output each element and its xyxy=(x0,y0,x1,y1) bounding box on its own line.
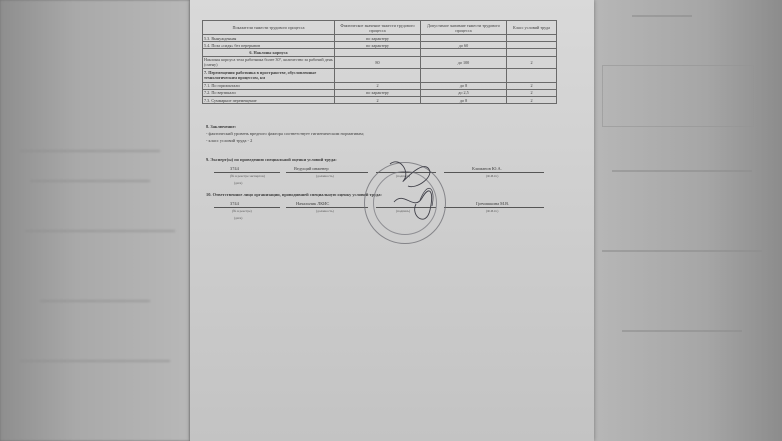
table-cell: 80 xyxy=(335,56,421,68)
document-page xyxy=(190,0,594,441)
caption-position: (должность) xyxy=(316,209,334,213)
table-cell: 5.4. Поза «сидя» без перерывов xyxy=(203,42,335,49)
table-cell: 2 xyxy=(507,82,557,89)
table-cell xyxy=(335,68,421,82)
table-cell xyxy=(421,35,507,42)
header-actual: Фактическое значение тяжести трудового процесса xyxy=(335,21,421,35)
responsible-name: Гречишкина М.В. xyxy=(476,201,510,206)
caption-number: (№ в реестре) xyxy=(232,209,252,213)
table-cell: 7.1. По горизонтали xyxy=(203,82,335,89)
table-row xyxy=(203,42,557,49)
caption-date: (дата) xyxy=(234,216,243,220)
caption-name: (Ф.И.О.) xyxy=(486,174,499,178)
table-cell: до 8 xyxy=(421,96,507,103)
table-cell: Наклоны корпуса тела работника более 30°, количество за рабочий день (смену) xyxy=(204,57,333,68)
expert-position: Ведущий инженер xyxy=(294,166,329,171)
table-cell: 2 xyxy=(507,96,557,103)
table-cell: по характеру xyxy=(335,89,421,96)
expert-name: Климанов Ю.А. xyxy=(472,166,502,171)
table-row xyxy=(203,56,557,68)
responsible-position: Начальник ЛКИС xyxy=(296,201,330,206)
table-cell xyxy=(507,35,557,42)
table-cell: 2 xyxy=(335,96,421,103)
table-cell: по характеру xyxy=(335,35,421,42)
header-allowed: Допустимое значение тяжести трудового процесса xyxy=(421,21,507,35)
responsible-number: 3744 xyxy=(230,201,239,206)
blurred-background-right xyxy=(592,0,782,441)
table-cell: 7.3. Суммарное перемещение xyxy=(203,96,335,103)
work-severity-table xyxy=(202,20,557,104)
table-cell: до 100 xyxy=(421,56,507,68)
table-cell: до 60 xyxy=(421,42,507,49)
caption-sign: (подпись) xyxy=(396,174,411,178)
table-cell: 2 xyxy=(507,56,557,68)
table-row xyxy=(203,89,557,96)
header-indicator: Показатели тяжести трудового процесса xyxy=(203,21,335,35)
section-title: 6. Наклоны корпуса xyxy=(203,49,335,56)
table-cell: 7.2. По вертикали xyxy=(203,89,335,96)
caption-date: (дата) xyxy=(234,181,243,185)
conclusion-heading: 8. Заключение: xyxy=(206,124,236,129)
table-header-row xyxy=(203,21,557,35)
expert-number: 3744 xyxy=(230,166,239,171)
table-row xyxy=(203,68,557,82)
caption-position: (должность) xyxy=(316,174,334,178)
conclusion-line-2: - класс условий труда - 2 xyxy=(206,138,253,143)
table-cell: 5.3. Вынужденная xyxy=(203,35,335,42)
table-cell xyxy=(507,68,557,82)
responsible-heading: 10. Ответственное лицо организации, проводившей специальную оценку условий труда: xyxy=(206,192,382,197)
table-cell xyxy=(421,68,507,82)
table-cell: 2 xyxy=(507,89,557,96)
table-cell xyxy=(507,42,557,49)
conclusion-line-1: - фактический уровень вредного фактора соответствует гигиеническим нормативам; xyxy=(206,131,365,136)
table-cell: до 8 xyxy=(421,82,507,89)
header-class: Класс условий труда xyxy=(507,21,557,35)
table-cell: 7. Перемещения работника в пространстве, обусловленные технологическим процессом, км xyxy=(203,68,335,82)
table-cell: 2 xyxy=(335,82,421,89)
table-row xyxy=(203,82,557,89)
table-row xyxy=(203,35,557,42)
caption-number: (№ в реестре экспертов) xyxy=(230,174,265,178)
blurred-background-left xyxy=(0,0,190,441)
handwritten-signature xyxy=(370,150,460,230)
experts-heading: 9. Эксперт(ы) по проведению специальной оценки условий труда: xyxy=(206,157,337,162)
table-row xyxy=(203,96,557,103)
table-section-row xyxy=(203,49,557,56)
caption-sign: (подпись) xyxy=(396,209,411,213)
caption-name: (Ф.И.О.) xyxy=(486,209,499,213)
table-cell: по характеру xyxy=(335,42,421,49)
table-cell: до 2,5 xyxy=(421,89,507,96)
